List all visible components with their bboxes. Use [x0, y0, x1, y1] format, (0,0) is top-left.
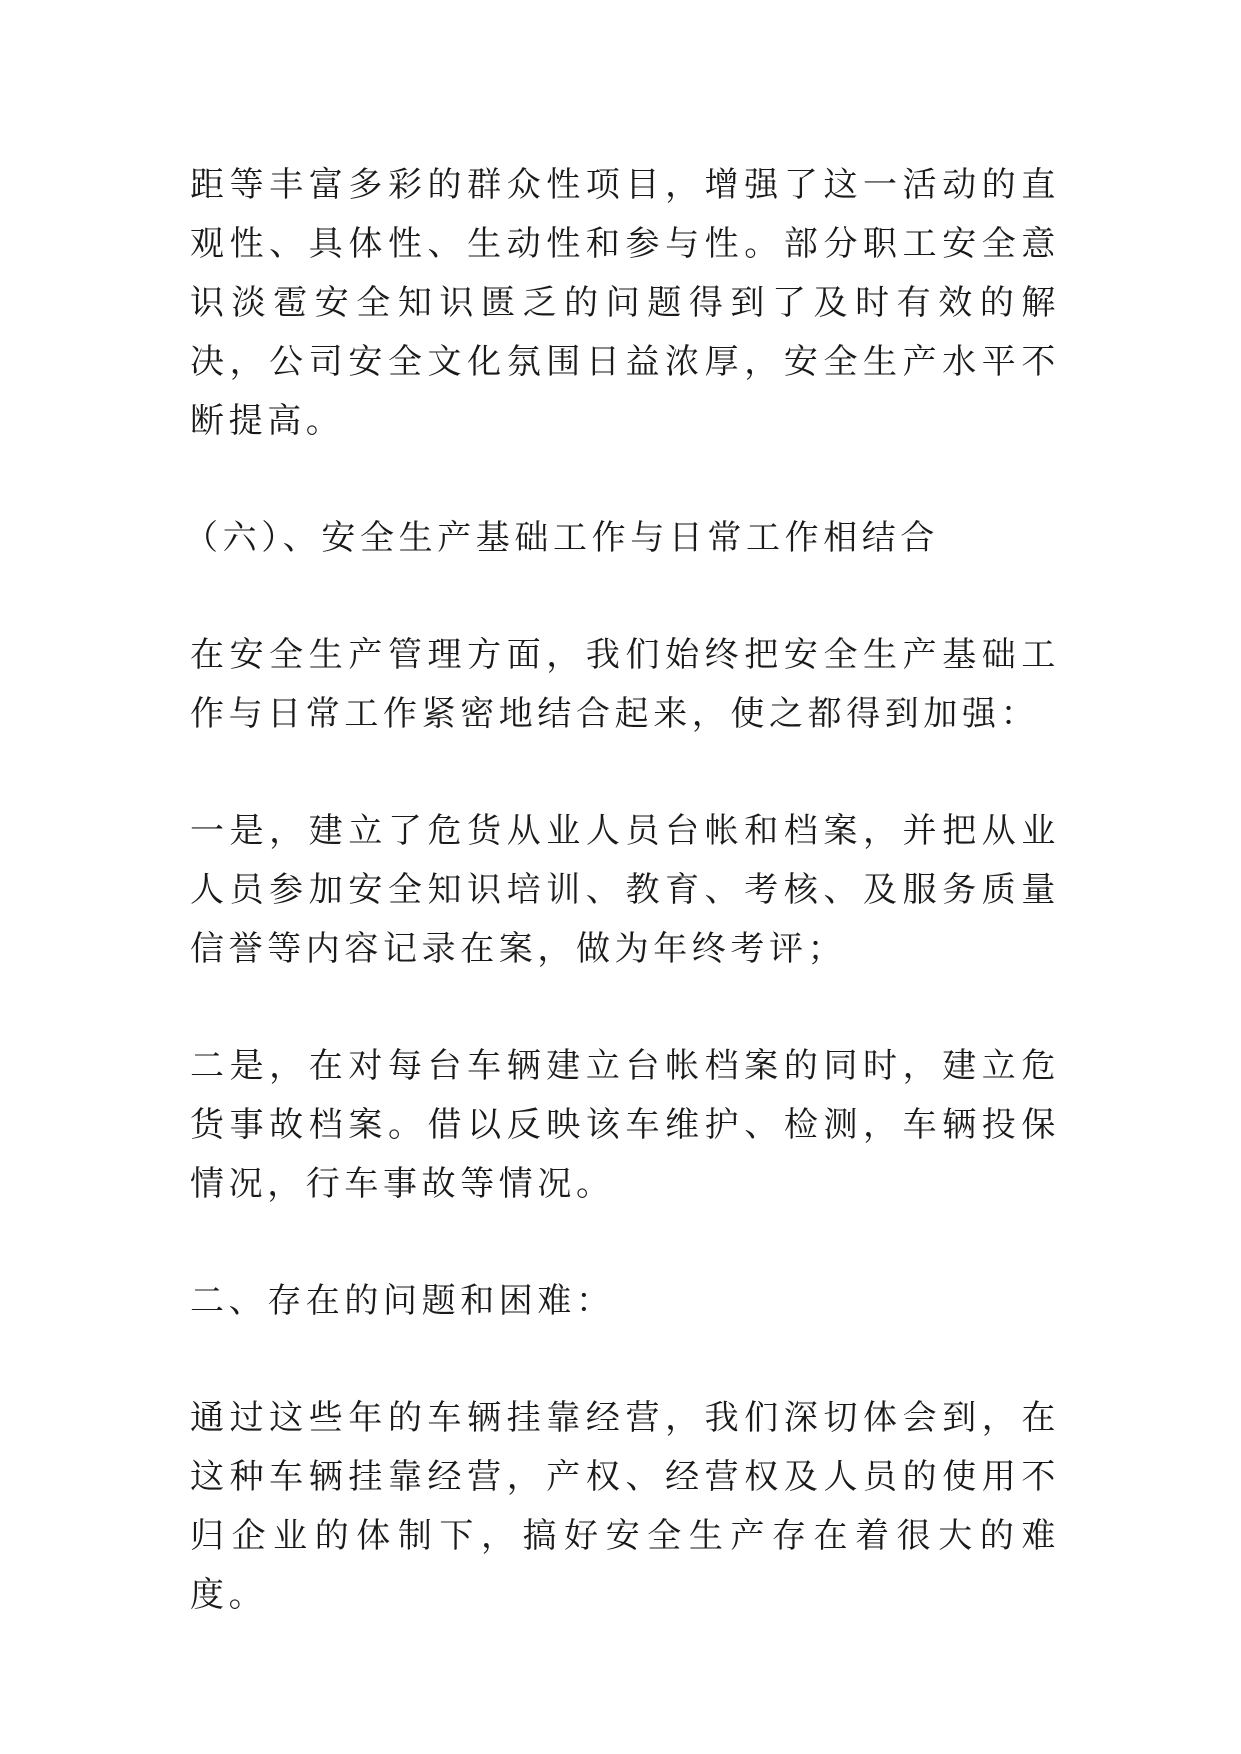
- paragraph-point-two: 二是，在对每台车辆建立台帐档案的同时，建立危货事故档案。借以反映该车维护、检测，车辆投保情况，行车事故等情况。: [190, 1046, 1060, 1204]
- paragraph-management: 在安全生产管理方面，我们始终把安全生产基础工作与日常工作紧密地结合起来，使之都得到加强：: [190, 635, 1060, 734]
- paragraph-point-one: 一是，建立了危货从业人员台帐和档案，并把从业人员参加安全知识培训、教育、考核、及服务质量信誉等内容记录在案，做为年终考评；: [190, 811, 1060, 969]
- section-heading-problems: 二、存在的问题和困难：: [190, 1281, 615, 1321]
- section-heading-six: （六）、安全生产基础工作与日常工作相结合: [184, 518, 939, 558]
- paragraph-activity-summary: 距等丰富多彩的群众性项目，增强了这一活动的直观性、具体性、生动性和参与性。部分职工安全意识淡雹安全知识匮乏的问题得到了及时有效的解决，公司安全文化氛围日益浓厚，安全生产水平不断提高。: [190, 165, 1060, 441]
- document-body: [184, 156, 1060, 1683]
- paragraph-difficulties: 通过这些年的车辆挂靠经营，我们深切体会到，在这种车辆挂靠经营，产权、经营权及人员的使用不归企业的体制下，搞好安全生产存在着很大的难度。: [190, 1398, 1060, 1615]
